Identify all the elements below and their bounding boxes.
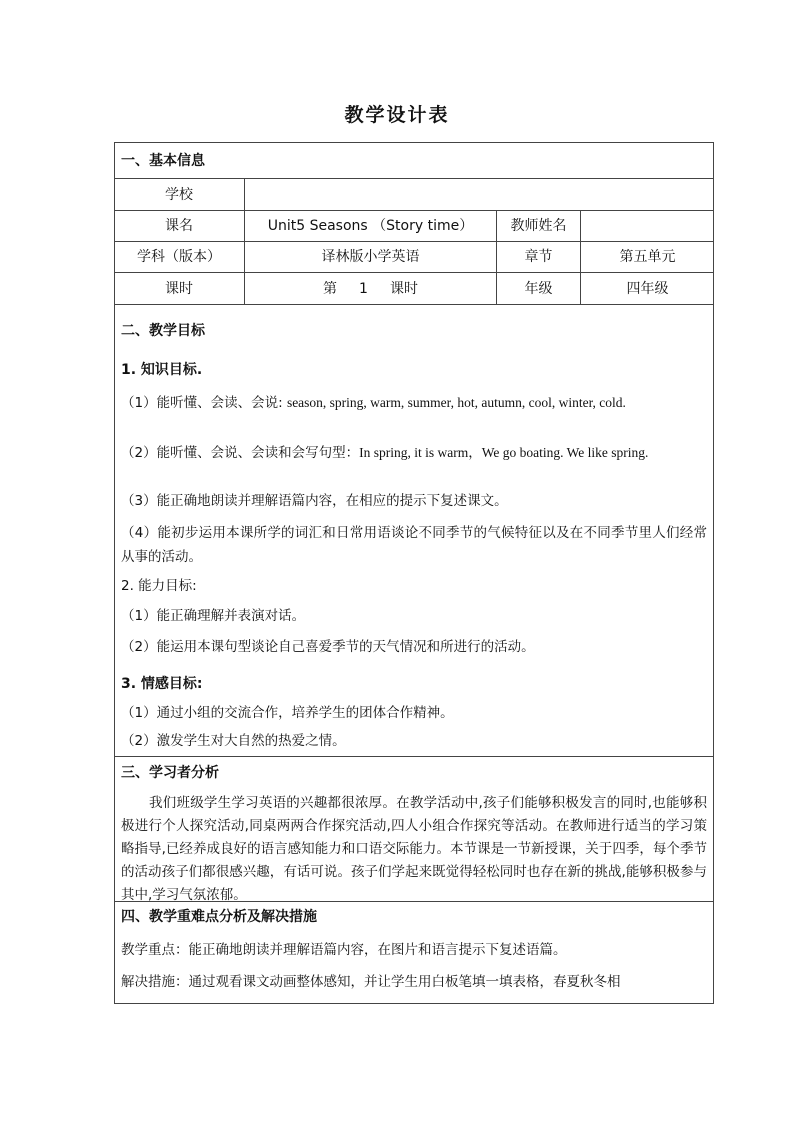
school-label: 学校 — [165, 186, 193, 203]
solution: 解决措施：通过观看课文动画整体感知，并让学生用白板笔填一填表格，春夏秋冬相 — [121, 974, 621, 990]
chapter-value: 第五单元 — [619, 249, 676, 265]
knowledge-item-2-text: （2）能听懂、会说、会读和会写句型： — [121, 445, 360, 461]
section-heading-basic-info: 一、基本信息 — [121, 153, 205, 169]
knowledge-item-1-text: （1）能听懂、会读、会说: — [121, 395, 287, 411]
teacher-value — [581, 211, 714, 241]
knowledge-item-1 — [121, 393, 707, 413]
period-label: 课时 — [165, 280, 193, 297]
grade-label: 年级 — [524, 280, 553, 297]
teacher-label: 教师姓名 — [510, 218, 567, 234]
subject-value: 译林版小学英语 — [321, 249, 420, 265]
page-title: 教学设计表 — [344, 104, 450, 126]
chapter-label: 章节 — [524, 249, 553, 265]
course-label: 课名 — [165, 218, 193, 234]
course-value: Unit5 Seasons （Story time） — [267, 218, 474, 234]
knowledge-item-1-words: season, spring, warm, summer, hot, autumn, cool, winter, cold. — [286, 395, 626, 410]
section-heading-learner-analysis: 三、学习者分析 — [121, 765, 219, 781]
knowledge-heading: 1. 知识目标. — [121, 362, 203, 378]
school-value — [245, 179, 714, 210]
section-heading-key-points: 四、教学重难点分析及解决措施 — [121, 909, 317, 925]
subject-label: 学科（版本） — [137, 249, 221, 265]
knowledge-item-2 — [121, 443, 707, 463]
grade-value: 四年级 — [626, 280, 669, 297]
section-heading-objectives: 二、教学目标 — [121, 323, 205, 339]
rule — [114, 304, 714, 305]
knowledge-item-2-sentences: In spring, it is warm，We go boating. We like spring. — [359, 445, 649, 460]
emotion-item-1: （1）通过小组的交流合作，培养学生的团体合作精神。 — [121, 705, 454, 721]
period-number: 1 — [359, 280, 368, 297]
rule — [114, 756, 714, 757]
ability-item-2: （2）能运用本课句型谈论自己喜爱季节的天气情况和所进行的活动。 — [121, 639, 535, 655]
period-prefix: 第 — [323, 280, 338, 297]
ability-heading: 2. 能力目标: — [121, 578, 197, 594]
key-point: 教学重点：能正确地朗读并理解语篇内容，在图片和语言提示下复述语篇。 — [121, 942, 567, 958]
period-suffix: 课时 — [389, 280, 418, 297]
period-value — [245, 273, 496, 304]
emotion-heading: 3. 情感目标: — [121, 676, 203, 692]
knowledge-item-4: （4）能初步运用本课所学的词汇和日常用语谈论不同季节的气候特征以及在不同季节里人们经常从事的活动。 — [121, 525, 707, 565]
knowledge-item-3: （3）能正确地朗读并理解语篇内容，在相应的提示下复述课文。 — [121, 493, 508, 509]
emotion-item-2: （2）激发学生对大自然的热爱之情。 — [121, 733, 346, 749]
ability-item-1: （1）能正确理解并表演对话。 — [121, 608, 306, 624]
learner-analysis-body: 我们班级学生学习英语的兴趣都很浓厚。在教学活动中,孩子们能够积极发言的同时,也能够积极进行个人探究活动,同桌两两合作探究活动,四人小组合作探究等活动。在教师进行适当的学习策略指导,已经养成良好的语言感知能力和口语交际能力。本节课是一节新授课，关于四季，每个季节的活动孩子们都很感兴趣，有话可说。孩子们学起来既觉得轻松同时也存在新的挑战,能够积极参与其中,学习气氛浓郁。 — [121, 795, 707, 903]
